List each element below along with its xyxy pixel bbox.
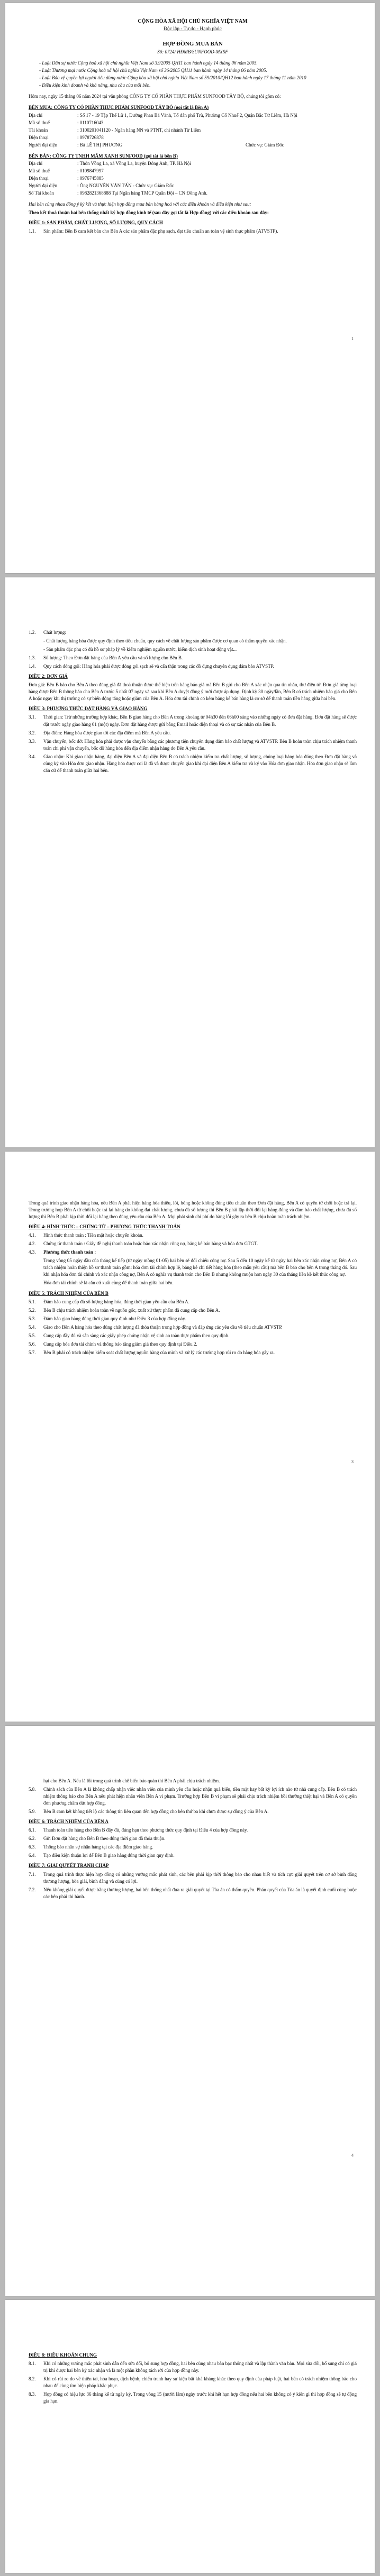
- clause-text: Bên B phải có trách nhiệm kiểm soát chất lượng nguồn hàng của mình và xử lý các trường hợp rủi ro do hàng hóa gây ra.: [43, 1349, 275, 1355]
- clause-text: Vận chuyển, bốc dỡ: Hàng hóa phải được vận chuyển bằng các phương tiện chuyên dụng đảm bảo chất lượng và ATVSTP. Bên B hoàn toàn chịu trách nhiệm thanh toán chi phí vận chuyển, bốc dỡ hàng hóa đến địa điểm nhận hàng do Bên A yêu cầu.: [43, 738, 357, 751]
- field-label: Số Tài khoản: [29, 190, 54, 196]
- clause: [29, 1844, 357, 1851]
- field-label: Địa chỉ: [29, 160, 43, 166]
- legal-bases: [29, 60, 357, 89]
- clause-number: 4.3.: [29, 1249, 36, 1255]
- clause: [29, 629, 357, 636]
- clause-text: Chính sách của Bên A là không chấp nhận việc nhân viên của mình yêu cầu hoặc nhận quà biếu, tiền mặt hay bất kỳ lợi ích nào từ nhà cung cấp. Bên B có trách nhiệm thông báo cho Bên A nếu phát hiện nhân viên Bên A vi phạm. Trường hợp Bên B vi phạm sẽ phải chịu trách nhiệm bồi thường thiệt hại và Bên A có quyền đơn phương chấm dứt hợp đồng.: [43, 1787, 357, 1806]
- clause: [29, 1808, 357, 1815]
- payment-terms: Trong vòng 05 ngày đầu của tháng kế tiếp (từ ngày mồng 01-05) hai bên sẽ đối chiếu công nợ. Sau 5 đến 10 ngày kể từ ngày hai bên xác nhận công nợ, Bên A có trách nhiệm hoàn thiện hồ sơ thanh toán gồm: hóa đơn tài chính hợp lệ, bảng kê chi tiết hàng hóa (theo mẫu yêu cầu) mà bên B báo cho bên A trong tháng đó. Sau khi nhận hóa đơn tài chính và xác nhận công nợ, Bên A có nghĩa vụ thanh toán cho Bên B nhưng không muộn hơn ngày 30 của tháng liền kề kết thúc công nợ.: [43, 1258, 357, 1277]
- quality-note: - Chất lượng hàng hóa được quy định theo tiêu chuẩn, quy cách về chất lượng sản phẩm được cơ quan có thẩm quyền xác nhận.: [43, 638, 287, 644]
- field-label: Điện thoại: [29, 134, 49, 140]
- clause-number: 3.2.: [29, 730, 36, 735]
- clause: [29, 1871, 357, 1885]
- clause: [29, 714, 357, 728]
- clause-number: 6.3.: [29, 1844, 36, 1850]
- section-heading: ĐIỀU 2: ĐƠN GIÁ: [29, 674, 68, 679]
- clause: [29, 1835, 357, 1842]
- clause-number: 3.1.: [29, 714, 36, 720]
- section-heading: ĐIỀU 6: TRÁCH NHIỆM CỦA BÊN A: [29, 1819, 108, 1825]
- quality-note: - Sản phẩm đặc phụ có đủ hồ sơ pháp lý về kiểm nghiệm nguồn nước, kiểm dịch sinh hoạt động vật...: [43, 647, 237, 652]
- page-number: 1: [351, 336, 354, 341]
- clause-text: Thông báo nhân sự nhận hàng tại các địa điểm giao hàng.: [43, 1844, 153, 1850]
- field-value-position: Chức vụ: Giám Đốc: [246, 142, 284, 148]
- clause: [29, 1232, 357, 1239]
- clause-number: 1.1.: [29, 228, 36, 234]
- clause-number: 5.8.: [29, 1787, 36, 1792]
- document-page-3: [5, 1152, 375, 1722]
- clause-text: Hợp đồng có hiệu lực 36 tháng kể từ ngày ký. Trong vòng 15 (mười lăm) ngày trước khi hết hạn hợp đồng nếu hai bên không có ý kiến gì thì hợp đồng sẽ tự động gia hạn.: [43, 2391, 357, 2404]
- clause: [29, 1324, 357, 1331]
- party-a-details: [29, 112, 357, 149]
- clause-text: Chất lượng:: [43, 630, 66, 635]
- field-label: Tài khoản: [29, 127, 48, 133]
- clause-number: 5.6.: [29, 1341, 36, 1347]
- clause: [29, 1341, 357, 1348]
- clause-number: 4.2.: [29, 1241, 36, 1247]
- field-label: Điện thoại: [29, 175, 49, 181]
- party-b-row: [29, 168, 357, 174]
- clause: [29, 1240, 357, 1247]
- clause-text: Địa điểm: Hàng hóa được giao tới các địa điểm mà Bên A yêu cầu.: [43, 730, 171, 735]
- clause: [29, 1249, 357, 1256]
- clause-text: Đảm bảo giao hàng đúng thời gian quy định như Điều 3 của hợp đồng này.: [43, 1315, 186, 1321]
- party-b-heading: BÊN BÁN: CÔNG TY TNHH MĂM XANH SUNFOOD (gọi tắt là bên B): [29, 153, 178, 159]
- clause: [29, 1827, 357, 1834]
- field-label: Mã số thuế: [29, 119, 50, 125]
- document-page-1: [5, 3, 375, 573]
- clause-text: Khi có rủi ro do về thiên tai, hỏa hoạn, dịch bệnh, chiến tranh hay sự kiện bất khả kháng khác theo quy định của pháp luật, hai bên có trách nhiệm thông báo cho nhau để cùng tìm biện pháp khắc phục.: [43, 2376, 357, 2389]
- clause-number: 8.3.: [29, 2391, 36, 2397]
- payment-note: Hóa đơn tài chính sẽ là căn cứ xuất cùng để thanh toán giữa hai bên.: [43, 1280, 174, 1286]
- party-a-row: [29, 112, 357, 119]
- section-heading: ĐIỀU 5: TRÁCH NHIỆM CỦA BÊN B: [29, 1290, 108, 1296]
- clause-number: 6.4.: [29, 1853, 36, 1859]
- legal-basis: - Luật Bảo vệ quyền lợi người tiêu dùng nước Cộng hòa xã hội chủ nghĩa Việt Nam số 59/2010/QH12 ban hành ngày 17 tháng 11 năm 2010: [39, 75, 306, 81]
- clause: [29, 730, 357, 737]
- field-label: Người đại diện: [29, 142, 58, 148]
- continued-paragraph: hại cho Bên A. Nếu là lỗi trong quá trình chế biến bảo quản thì Bên A phải chịu trách nhiệm.: [43, 1778, 220, 1783]
- clause-text: Giao nhận: Khi giao nhận hàng, đại diện Bên A và đại diện Bên B có trách nhiệm kiểm tra chất lượng, số lượng, chủng loại hàng hóa đúng theo Đơn đặt hàng và cùng ký vào Hóa đơn giao nhận. Hàng hóa được coi là đã và được chuyển giao khi đại diện Bên A kiểm tra và ký vào Hóa đơn giao nhận. Hóa đơn giao nhận sẽ làm căn cứ để thanh toán giữa hai bên.: [43, 753, 357, 773]
- clause-number: 5.9.: [29, 1809, 36, 1815]
- clause: [29, 738, 357, 752]
- clause-number: 5.2.: [29, 1307, 36, 1313]
- clause: [29, 1887, 357, 1900]
- clause-text: Chứng từ thanh toán : Giấy đề nghị thanh toán hoặc bảo xác nhận công nợ, bảng kê bán hàng và hóa đơn GTGT.: [43, 1241, 258, 1247]
- section-heading: ĐIỀU 8: ĐIỀU KHOẢN CHUNG: [29, 2352, 97, 2358]
- clause-number: 1.4.: [29, 664, 36, 669]
- clause-text: Bên B chịu trách nhiệm hoàn toàn về nguồn gốc, xuất xứ thực phẩm đã cung cấp cho Bên A.: [43, 1307, 220, 1313]
- clause-text: Khi có những vướng mắc phát sinh dẫn đến sửa đổi, bổ sung hợp đồng, hai bên cùng nhau bàn bạc thống nhất và lập thành văn bản. Mọi sửa đổi, bổ sung chỉ có giá trị khi được hai bên ký xác nhận và là một phần không tách rời của hợp đồng này.: [43, 2361, 357, 2373]
- clause: [29, 1299, 357, 1305]
- clause-text: Hình thức thanh toán : Tiền mặt hoặc chuyển khoản.: [43, 1232, 143, 1238]
- document-page-2: [5, 577, 375, 1147]
- clause-number: 3.3.: [29, 738, 36, 744]
- clause-text: Quy cách đóng gói: Hàng hóa phải được đóng gói sạch sẽ và cẩn thận trong các đồ đựng chuyên dụng đảm bảo ATVSTP.: [43, 664, 274, 669]
- legal-basis: - Điều kiện kinh doanh và khả năng, nhu cầu của mỗi bên.: [39, 82, 151, 88]
- party-a-row: [29, 119, 357, 126]
- field-label: Người đại diện: [29, 182, 58, 188]
- party-b-row: [29, 182, 357, 189]
- clause-number: 8.2.: [29, 2376, 36, 2382]
- clause: [29, 1786, 357, 1807]
- clause-text: Phương thức thanh toán :: [43, 1249, 96, 1255]
- section-heading: ĐIỀU 1: SẢN PHẨM, CHẤT LƯỢNG, SỐ LƯỢNG, QUY CÁCH: [29, 220, 163, 226]
- document-page-5: [5, 2300, 375, 2573]
- clause-number: 7.1.: [29, 1871, 36, 1877]
- clause-text: Gửi Đơn đặt hàng cho Bên B theo đúng thời gian đã thỏa thuận.: [43, 1836, 166, 1842]
- clause: [29, 2376, 357, 2389]
- field-value: : Số 17 - 19 Tập Thể Lữ 1, Đường Phan Bá Vành, Tổ dân phố Trù, Phường Cổ Nhuế 2, Quận Bắc Từ Liêm, Hà Nội: [77, 112, 297, 118]
- party-b-row: [29, 160, 357, 167]
- clause: [29, 2360, 357, 2374]
- page-number: 3: [351, 1459, 354, 1464]
- legal-basis: - Luật Dân sự nước Cộng hoà xã hội chủ nghĩa Việt Nam số 33/2005 QH11 ban hành ngày 14 tháng 06 năm 2005.: [39, 60, 258, 66]
- party-a-row: [29, 127, 357, 134]
- clause-number: 1.3.: [29, 655, 36, 661]
- field-value: : Ông NGUYỄN VĂN TẤN - Chức vụ: Giám Đốc: [77, 182, 174, 188]
- clause-text: Giao cho Bên A hàng hóa theo đúng chất lượng đã thỏa thuận trong hợp đồng và đáp ứng các yêu cầu về tiêu chuẩn ATVSTP.: [43, 1324, 283, 1330]
- continued-paragraph: Trong quá trình giao nhận hàng hóa, nếu Bên A phát hiện hàng hóa thiếu, lỗi, hỏng hoặc không đúng tiêu chuẩn theo Đơn đặt hàng, Bên A có quyền từ chối hoặc trả lại. Trong trường hợp Bên A từ chối hoặc trả lại hàng do không đạt chất lượng, chưa đủ số lượng thì Bên B phải lập thời đổi lại hàng đúng và đảm bảo chất lượng, chưa đủ số lượng thì Bên B phải kịp thời đổi lại hàng theo đúng yêu cầu của Bên A. Mọi phát sinh chi phí do hàng lỗi gây ra bên B chịu hoàn toàn trách nhiệm.: [29, 1200, 357, 1220]
- clause-number: 5.4.: [29, 1324, 36, 1330]
- section-heading: ĐIỀU 7: GIẢI QUYẾT TRANH CHẤP: [29, 1863, 109, 1869]
- field-value: : 0109847997: [77, 168, 104, 173]
- clause-text: Trong quá trình thực hiện hợp đồng có những vướng mắc phát sinh, các bên phải kịp thời thông báo cho nhau biết và tích cực giải quyết trên cơ sở bình đẳng thương lượng, hòa giải, bình đẳng và cùng có lợi.: [43, 1871, 357, 1884]
- party-a-row: [29, 142, 357, 149]
- page-number: 4: [351, 2153, 354, 2158]
- clause-text: Nếu không giải quyết được bằng thương lượng, hai bên thống nhất đưa ra giải quyết tại Tòa án có thẩm quyền. Phán quyết của Tòa án là quyết định cuối cùng buộc các bên phải thi hành.: [43, 1887, 357, 1899]
- clause: [29, 663, 357, 670]
- clause-number: 6.2.: [29, 1836, 36, 1842]
- party-b-row: [29, 175, 357, 182]
- field-value: : 3100201041120 - Ngân hàng NN và PTNT, chi nhánh Từ Liêm: [77, 127, 201, 133]
- field-label: Mã số thuế: [29, 168, 50, 173]
- party-b-row: [29, 190, 357, 197]
- clause-text: Cung cấp đầy đủ và sẵn sàng các giấy phép chứng nhận vệ sinh an toàn thực phẩm theo quy định.: [43, 1332, 230, 1338]
- intro-paragraph: Hôm nay, ngày 15 tháng 06 năm 2024 tại văn phòng CÔNG TY CỔ PHẦN THỰC PHẨM SUNFOOD TÂY BỘ, chúng tôi gồm có:: [29, 94, 281, 99]
- field-value: : 0110716043: [77, 119, 104, 125]
- clause-text: Đảm bảo cung cấp đủ số lượng hàng hóa, đúng thời gian yêu cầu của Bên A.: [43, 1299, 189, 1304]
- clause-number: 5.5.: [29, 1332, 36, 1338]
- clause-number: 6.1.: [29, 1827, 36, 1833]
- field-value: : 0982821368888 Tại Ngân hàng TMCP Quân Đội – CN Đông Anh.: [77, 190, 207, 196]
- clause: [29, 2391, 357, 2405]
- clause: [29, 753, 357, 774]
- clause: [29, 1852, 357, 1859]
- field-value: : Bà LÊ THỊ PHƯƠNG: [77, 142, 123, 148]
- clause-text: Thời gian: Trừ những trường hợp khác, Bên B giao hàng cho Bên A trong khoảng từ 04h30 đến 06h00 sáng vào những ngày có đơn đặt hàng. Đơn đặt hàng sẽ được đặt trước ngày giao hàng 01 (một) ngày. Đơn đặt hàng được gửi bằng Email hoặc điện thoại và có sự xác nhận của Bên B.: [43, 714, 357, 727]
- section-paragraph: Đơn giá: Bên B báo cho Bên A theo đúng giá đã thoả thuận được thể hiện trên bảng báo giá mà Bên B gửi cho Bên A xác nhận qua tin nhắn, thư điện tử. Đơn giá từng loại hàng được Bên B thông báo cho Bên A trước 5 nhất 07 ngày và sau khi Bên A duyệt đồng ý mới được áp dụng. Định kỳ 30 ngày/lần, Bên B có trách nhiệm báo giá cho Bên A hoặc ngay khi thị trường có sự biến động tăng hoặc giảm của Bên A. Hóa đơn tài chính có kèm bảng kê bán hàng là cơ sở để thanh toán tiền hàng giữa hai bên.: [29, 682, 357, 702]
- section-heading: ĐIỀU 4: HÌNH THỨC – CHỨNG TỪ – PHƯƠNG THỨC THANH TOÁN: [29, 1224, 180, 1230]
- field-label: Địa chỉ: [29, 112, 43, 118]
- national-title: CỘNG HÒA XÃ HỘI CHỦ NGHĨA VIỆT NAM: [138, 19, 248, 24]
- field-value: : Thôn Vồng La, xã Vồng La, huyện Đông Anh, TP. Hà Nội: [77, 160, 191, 166]
- party-a-heading: BÊN MUA: CÔNG TY CỔ PHẦN THỰC PHẨM SUNFOOD TÂY BỘ (gọi tắt là Bên A): [29, 105, 209, 111]
- clause-number: 1.2.: [29, 630, 36, 635]
- clause-text: Tạo điều kiện thuận lợi để Bên B giao hàng đúng thời gian quy định.: [43, 1853, 175, 1859]
- clause: [29, 228, 357, 235]
- clause: [29, 655, 357, 661]
- clause-text: Số lượng: Theo Đơn đặt hàng của Bên A yêu cầu và số lượng cho Bên B.: [43, 655, 183, 661]
- clause: [29, 1332, 357, 1339]
- clause-number: 5.7.: [29, 1349, 36, 1355]
- party-b-details: [29, 160, 357, 197]
- clause-text: Thanh toán tiền hàng cho Bên B đầy đủ, đúng hạn theo phương thức quy định tại Điều 4 của hợp đồng này.: [43, 1827, 248, 1833]
- national-motto: Độc lập - Tự do - Hạnh phúc: [164, 26, 222, 32]
- contract-title: HỢP ĐỒNG MUA BÁN: [162, 41, 223, 48]
- clause-text: Cung cấp hóa đơn tài chính và thông báo tăng giảm giá theo quy định tại Điều 2.: [43, 1341, 197, 1347]
- agreement-paragraph: Theo kết thoả thuận hai bên thống nhất ký hợp đồng kinh tế (sau đây gọi tắt là Hợp đồng) với các điều khoản sau đây:: [29, 210, 269, 216]
- contract-number: Số: 0724/ HĐMB/SUNFOOD-MXSF: [157, 49, 228, 55]
- field-value: : 0978726878: [77, 134, 104, 140]
- field-value: : 0976745885: [77, 175, 104, 181]
- clause: [29, 1307, 357, 1314]
- clause-number: 8.1.: [29, 2361, 36, 2367]
- clause-number: 5.3.: [29, 1315, 36, 1321]
- clause-number: 7.2.: [29, 1887, 36, 1892]
- clause: [29, 1349, 357, 1356]
- legal-basis: - Luật Thương mại nước Cộng hoà xã hội chủ nghĩa Việt Nam số 36/2005 QH11 ban hành ngày 14 tháng 06 năm 2005.: [39, 68, 267, 73]
- section-heading: ĐIỀU 3: PHƯƠNG THỨC ĐẶT HÀNG VÀ GIAO HÀNG: [29, 706, 148, 712]
- clause-number: 4.1.: [29, 1232, 36, 1238]
- clause-number: 5.1.: [29, 1299, 36, 1304]
- document-page-4: [5, 1726, 375, 2296]
- clause-number: 3.4.: [29, 753, 36, 759]
- party-a-row: [29, 134, 357, 141]
- clause-text: Bên B cam kết không tiết lộ các thông tin liên quan đến hợp đồng cho bên thứ ba khi chưa được sự đồng ý của Bên A.: [43, 1809, 269, 1815]
- clause-text: Sản phẩm: Bên B cam kết bán cho Bên A các sản phẩm đặc phụ sạch, đạt tiêu chuẩn an toàn vệ sinh thực phẩm (ATVSTP).: [43, 228, 278, 234]
- agreement-paragraph: Hai bên cùng nhau đồng ý ký kết và thực hiện hợp đồng mua bán hàng hoá với các điều khoản và điều kiện như sau:: [29, 201, 251, 207]
- clause: [29, 1315, 357, 1322]
